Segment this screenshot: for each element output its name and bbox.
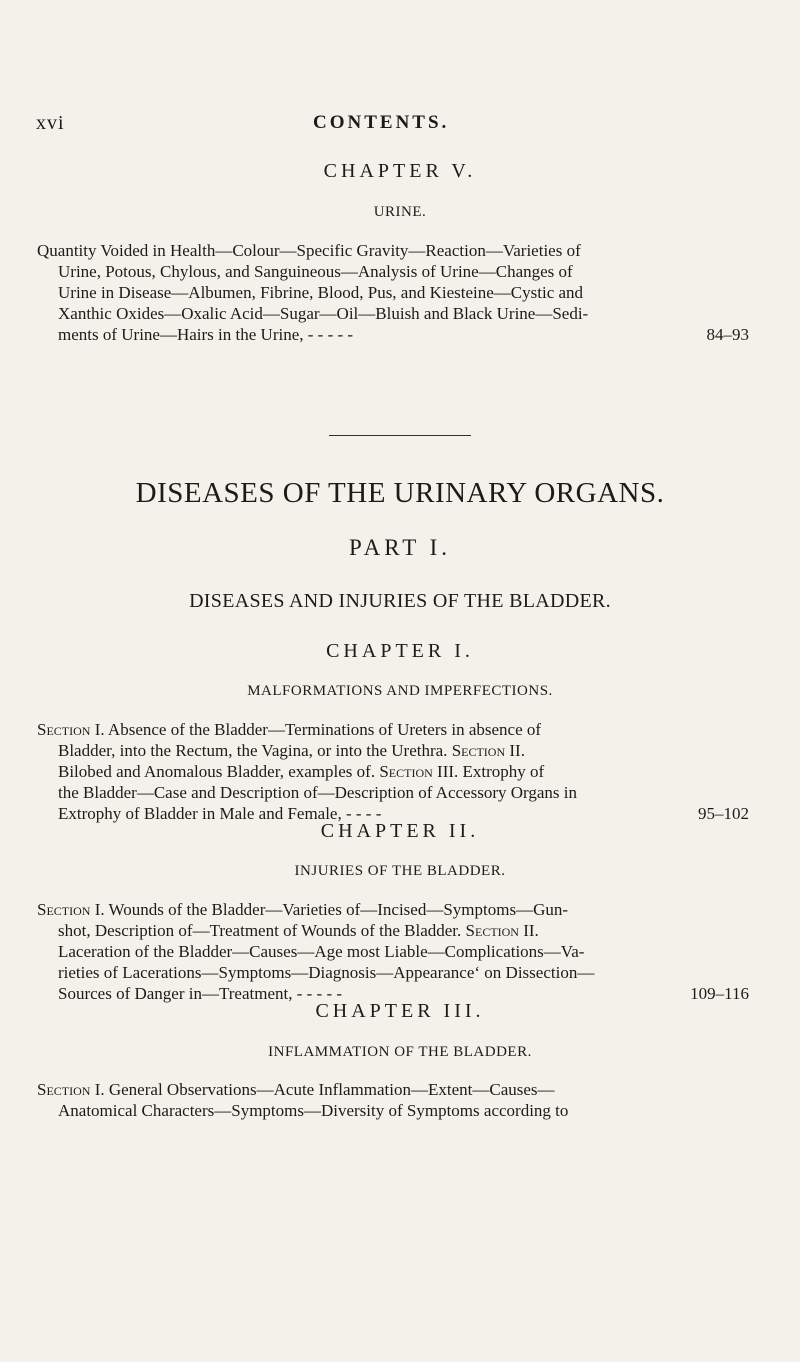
chapter-ii-contents [37,899,749,1004]
chapter-i-line-text: III. Extrophy of [432,762,545,781]
chapter-ii-line-text: shot, Description of—Treatment of Wounds of the Bladder. [58,921,466,940]
chapter-iii-line [37,1079,749,1100]
chapter-ii-heading: CHAPTER II. [320,820,480,842]
chapter-v-contents [37,240,749,345]
part-title: DISEASES AND INJURIES OF THE BLADDER. [189,590,611,612]
chapter-v-subheading: URINE. [373,204,427,220]
chapter-ii-subheading: INJURIES OF THE BLADDER. [294,863,506,879]
chapter-v-heading: CHAPTER V. [323,160,477,182]
chapter-ii-line-text: Sources of Danger in—Treatment, - - - - - [58,984,343,1003]
chapter-ii-line-text: I. Wounds of the Bladder—Varieties of—Incised—Symptoms—Gun- [90,900,569,919]
chapter-i-line-text: II. [505,741,525,760]
chapter-ii-line-text: II. [518,921,539,940]
divider-rule [329,435,471,436]
chapter-i-line [37,740,749,761]
part-heading: PART I. [348,535,452,560]
chapter-ii-pages: 109–116 [690,984,749,1003]
chapter-i-line: the Bladder—Case and Description of—Description of Accessory Organs in [58,783,578,802]
chapter-ii-line [37,899,749,920]
section-label: Section [37,900,91,919]
chapter-i-pages: 95–102 [698,804,749,823]
page-number: xvi [36,112,65,134]
chapter-ii-line: rieties of Lacerations—Symptoms—Diagnosis—Appearance‘ on Dissection— [58,963,595,982]
chapter-iii-line-text: I. General Observations—Acute Inflammation—Extent—Causes— [90,1080,555,1099]
chapter-iii-subheading: INFLAMMATION OF THE BLADDER. [268,1044,532,1060]
chapter-v-line: Urine, Potous, Chylous, and Sanguineous—Analysis of Urine—Changes of [58,262,573,281]
chapter-i-line-text: I. Absence of the Bladder—Terminations of Ureters in absence of [90,720,542,739]
chapter-i-line [37,761,749,782]
chapter-v-line: Xanthic Oxides—Oxalic Acid—Sugar—Oil—Bluish and Black Urine—Sedi- [58,304,589,323]
chapter-i-line-text: Bladder, into the Rectum, the Vagina, or into the Urethra. [58,741,452,760]
section-label: Section [37,1080,91,1099]
chapter-iii-line: Anatomical Characters—Symptoms—Diversity of Symptoms according to [58,1101,569,1120]
chapter-iii-contents [37,1079,749,1121]
section-label: Section [465,921,519,940]
chapter-i-heading: CHAPTER I. [326,640,474,662]
section-label: Section [379,762,433,781]
chapter-i-line-text: Extrophy of Bladder in Male and Female, - - - - [58,804,382,823]
chapter-iii-heading: CHAPTER III. [315,1000,485,1022]
chapter-i-subheading: MALFORMATIONS AND IMPERFECTIONS. [247,683,553,699]
chapter-v-line: Urine in Disease—Albumen, Fibrine, Blood, Pus, and Kiesteine—Cystic and [58,283,584,302]
section-label: Section [451,741,506,760]
chapter-ii-line: Laceration of the Bladder—Causes—Age most Liable—Complications—Va- [58,942,585,961]
running-title: CONTENTS. [313,112,450,133]
chapter-v-line-text: ments of Urine—Hairs in the Urine, - - - - - [58,325,354,344]
chapter-i-contents [37,719,749,824]
main-title: DISEASES OF THE URINARY ORGANS. [135,477,665,509]
chapter-v-pages: 84–93 [706,325,749,344]
chapter-i-line [37,719,749,740]
chapter-ii-line [37,920,749,941]
section-label: Section [37,720,91,739]
chapter-v-line: Quantity Voided in Health—Colour—Specific Gravity—Reaction—Varieties of [37,241,581,260]
chapter-i-line-text: Bilobed and Anomalous Bladder, examples of. [58,762,380,781]
chapter-v-line [37,324,749,345]
